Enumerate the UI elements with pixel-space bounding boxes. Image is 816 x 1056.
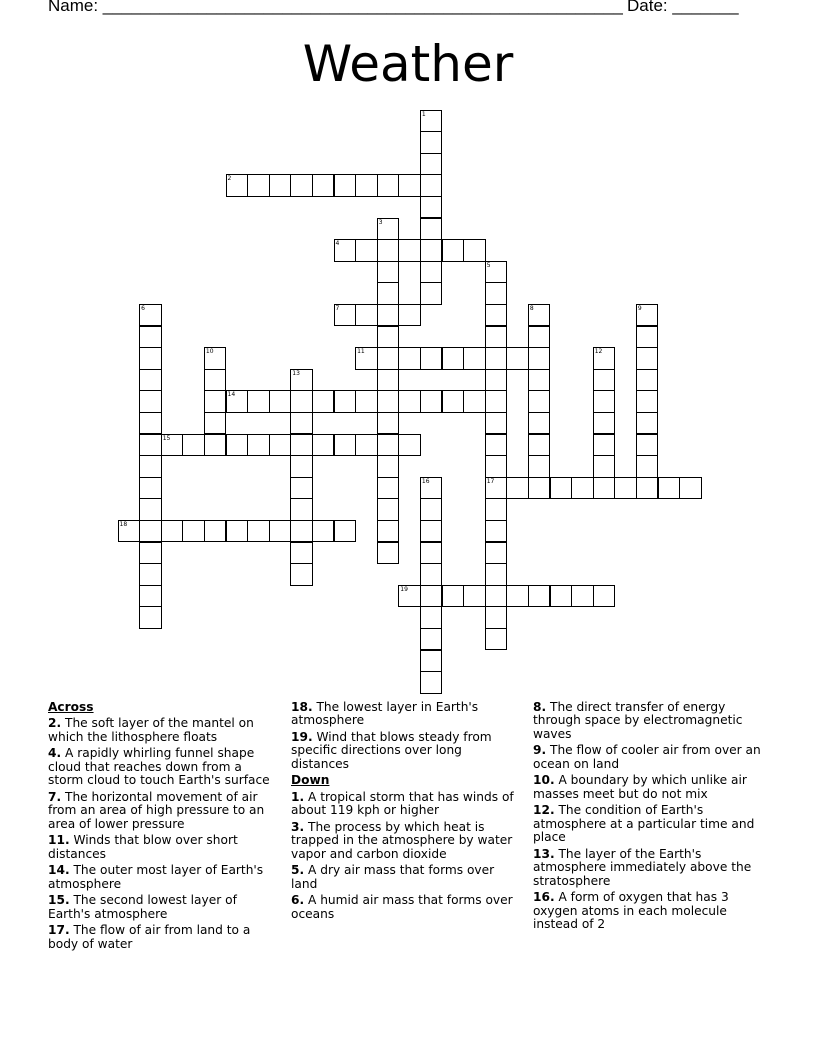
clue-number: 15	[162, 434, 171, 442]
grid-cell[interactable]	[290, 542, 313, 565]
down-clue: 6. A humid air mass that forms over oceans	[291, 893, 513, 921]
grid-cell[interactable]	[204, 369, 227, 392]
grid-cell[interactable]	[118, 520, 141, 543]
grid-cell[interactable]	[290, 369, 313, 392]
grid-cell[interactable]	[355, 390, 378, 413]
across-clue: 17. The flow of air from land to a body of water	[48, 923, 251, 951]
grid-cell[interactable]	[463, 239, 486, 262]
grid-cell[interactable]	[247, 520, 270, 543]
grid-cell[interactable]	[398, 585, 421, 608]
grid-cell[interactable]	[485, 412, 508, 435]
clue-number: 19	[400, 585, 408, 593]
grid-cell[interactable]	[269, 434, 292, 457]
grid-cell[interactable]	[334, 239, 357, 262]
grid-cell[interactable]	[420, 606, 443, 629]
grid-cell[interactable]	[571, 477, 594, 500]
grid-cell[interactable]	[420, 542, 443, 565]
grid-cell[interactable]	[420, 477, 443, 500]
clue-number: 12	[594, 348, 603, 356]
grid-cell[interactable]	[139, 455, 162, 478]
page-title: Weather	[302, 35, 514, 93]
grid-cell[interactable]	[355, 347, 378, 370]
grid-cell[interactable]	[139, 326, 162, 349]
grid-cell[interactable]	[204, 390, 227, 413]
grid-cell[interactable]	[506, 347, 529, 370]
across-clue: 2. The soft layer of the mantel on which the lithosphere floats	[48, 716, 254, 744]
grid-cell[interactable]	[420, 261, 443, 284]
grid-cell[interactable]	[377, 326, 400, 349]
grid-cell[interactable]	[636, 347, 659, 370]
down-heading: Down	[291, 773, 330, 788]
grid-cell[interactable]	[398, 174, 421, 197]
grid-cell[interactable]	[420, 153, 443, 176]
grid-cell[interactable]	[485, 606, 508, 629]
grid-cell[interactable]	[247, 434, 270, 457]
grid-cell[interactable]	[269, 390, 292, 413]
clue-number: 5	[486, 261, 491, 269]
grid-cell[interactable]	[485, 304, 508, 327]
down-clue: 1. A tropical storm that has winds of about 119 kph or higher	[291, 789, 514, 818]
grid-cell[interactable]	[377, 261, 400, 284]
grid-cell[interactable]	[485, 628, 508, 651]
grid-cell[interactable]	[442, 347, 465, 370]
grid-cell[interactable]	[571, 585, 594, 608]
grid-cell[interactable]	[593, 477, 616, 500]
grid-cell[interactable]	[528, 326, 551, 349]
grid-cell[interactable]	[593, 455, 616, 478]
grid-cell[interactable]	[139, 434, 162, 457]
grid-cell[interactable]	[377, 218, 400, 241]
grid-cell[interactable]	[506, 585, 529, 608]
grid-cell[interactable]	[636, 434, 659, 457]
clue-number: 3	[378, 218, 383, 226]
grid-cell[interactable]	[139, 304, 162, 327]
grid-cell[interactable]	[550, 585, 573, 608]
grid-cell[interactable]	[420, 174, 443, 197]
grid-cell[interactable]	[290, 434, 313, 457]
grid-cell[interactable]	[139, 563, 162, 586]
grid-cell[interactable]	[355, 434, 378, 457]
grid-cell[interactable]	[269, 520, 292, 543]
grid-cell[interactable]	[334, 520, 357, 543]
grid-cell[interactable]	[485, 326, 508, 349]
grid-cell[interactable]	[334, 434, 357, 457]
grid-cell[interactable]	[334, 390, 357, 413]
grid-cell[interactable]	[528, 455, 551, 478]
grid-cell[interactable]	[528, 477, 551, 500]
grid-cell[interactable]	[377, 347, 400, 370]
down-clue: 13. The layer of the Earth's atmosphere immediately above the stratosphere	[533, 846, 752, 888]
grid-cell[interactable]	[377, 390, 400, 413]
grid-cell[interactable]	[420, 110, 443, 133]
across-clue: 11. Winds that blow over short distances	[48, 833, 238, 861]
grid-cell[interactable]	[269, 174, 292, 197]
grid-cell[interactable]	[377, 282, 400, 305]
grid-cell[interactable]	[290, 498, 313, 521]
grid-cell[interactable]	[290, 455, 313, 478]
grid-cell[interactable]	[355, 174, 378, 197]
grid-cell[interactable]	[420, 563, 443, 586]
grid-cell[interactable]	[463, 390, 486, 413]
grid-cell[interactable]	[290, 520, 313, 543]
grid-cell[interactable]	[377, 239, 400, 262]
grid-cell[interactable]	[420, 650, 443, 673]
down-clue: 9. The flow of cooler air from over an ocean on land	[533, 743, 761, 771]
grid-cell[interactable]	[420, 196, 443, 219]
clues-column-2	[291, 701, 523, 924]
grid-cell[interactable]	[679, 477, 702, 500]
grid-cell[interactable]	[226, 520, 249, 543]
grid-cell[interactable]	[312, 434, 335, 457]
grid-cell[interactable]	[420, 498, 443, 521]
clue-number: 13	[292, 369, 300, 377]
grid-cell[interactable]	[528, 434, 551, 457]
grid-cell[interactable]	[377, 520, 400, 543]
grid-cell[interactable]	[528, 585, 551, 608]
down-clue: 12. The condition of Earth's atmosphere at a particular time and place	[533, 803, 755, 845]
grid-cell[interactable]	[290, 412, 313, 435]
grid-cell[interactable]	[420, 239, 443, 262]
grid-cell[interactable]	[226, 174, 249, 197]
grid-cell[interactable]	[290, 477, 313, 500]
grid-cell[interactable]	[139, 390, 162, 413]
grid-cell[interactable]	[226, 390, 249, 413]
grid-cell[interactable]	[636, 477, 659, 500]
clues-column-3	[533, 701, 769, 935]
grid-cell[interactable]	[226, 434, 249, 457]
grid-cell[interactable]	[398, 347, 421, 370]
grid-cell[interactable]	[442, 585, 465, 608]
clue-number: 8	[529, 304, 534, 312]
grid-cell[interactable]	[204, 434, 227, 457]
grid-cell[interactable]	[485, 261, 508, 284]
grid-cell[interactable]	[139, 347, 162, 370]
grid-cell[interactable]	[355, 304, 378, 327]
grid-cell[interactable]	[420, 671, 443, 694]
grid-cell[interactable]	[420, 628, 443, 651]
grid-cell[interactable]	[139, 606, 162, 629]
grid-cell[interactable]	[377, 412, 400, 435]
down-clue: 5. A dry air mass that forms over land	[291, 863, 495, 891]
clue-number: 9	[637, 304, 642, 312]
down-clue: 10. A boundary by which unlike air masses meet but do not mix	[533, 773, 747, 801]
grid-cell[interactable]	[377, 455, 400, 478]
down-clue: 16. A form of oxygen that has 3 oxygen atoms in each molecule instead of 2	[533, 890, 729, 932]
clue-number: 11	[357, 348, 365, 356]
grid-cell[interactable]	[312, 174, 335, 197]
grid-cell[interactable]	[161, 520, 184, 543]
grid-cell[interactable]	[658, 477, 681, 500]
clues-column-1	[48, 701, 278, 954]
clue-number: 1	[421, 110, 426, 118]
grid-cell[interactable]	[312, 390, 335, 413]
grid-cell[interactable]	[204, 347, 227, 370]
across-heading: Across	[48, 700, 94, 714]
grid-cell[interactable]	[485, 498, 508, 521]
across-clue: 7. The horizontal movement of air from an area of high pressure to an area of lower pressure	[48, 789, 265, 831]
grid-cell[interactable]	[485, 369, 508, 392]
grid-cell[interactable]	[636, 369, 659, 392]
grid-cell[interactable]	[247, 174, 270, 197]
grid-cell[interactable]	[398, 390, 421, 413]
grid-cell[interactable]	[463, 585, 486, 608]
grid-cell[interactable]	[485, 477, 508, 500]
grid-cell[interactable]	[442, 239, 465, 262]
grid-cell[interactable]	[636, 326, 659, 349]
clue-number: 4	[335, 240, 340, 248]
clue-number: 2	[227, 175, 232, 183]
grid-cell[interactable]	[139, 412, 162, 435]
grid-cell[interactable]	[290, 563, 313, 586]
grid-cell[interactable]	[485, 347, 508, 370]
grid-cell[interactable]	[377, 498, 400, 521]
grid-cell[interactable]	[593, 369, 616, 392]
grid-cell[interactable]	[420, 390, 443, 413]
clue-number: 6	[141, 304, 145, 312]
grid-cell[interactable]	[377, 434, 400, 457]
grid-cell[interactable]	[485, 390, 508, 413]
grid-cell[interactable]	[290, 174, 313, 197]
grid-cell[interactable]	[420, 520, 443, 543]
grid-cell[interactable]	[528, 390, 551, 413]
grid-cell[interactable]	[139, 585, 162, 608]
grid-cell[interactable]	[182, 520, 205, 543]
across-clue: 19. Wind that blows steady from specific directions over long distances	[291, 730, 492, 771]
across-clue: 18. The lowest layer in Earth's atmosphere	[291, 700, 479, 728]
grid-cell[interactable]	[593, 412, 616, 435]
grid-cell[interactable]	[398, 304, 421, 327]
grid-cell[interactable]	[334, 304, 357, 327]
grid-cell[interactable]	[139, 498, 162, 521]
grid-cell[interactable]	[593, 585, 616, 608]
grid-cell[interactable]	[485, 585, 508, 608]
grid-cell[interactable]	[377, 477, 400, 500]
grid-cell[interactable]	[139, 477, 162, 500]
grid-cell[interactable]	[204, 520, 227, 543]
grid-cell[interactable]	[161, 434, 184, 457]
grid-cell[interactable]	[139, 369, 162, 392]
clue-number: 16	[421, 477, 430, 485]
clue-number: 14	[227, 391, 236, 399]
grid-cell[interactable]	[463, 347, 486, 370]
clue-number: 7	[335, 304, 340, 312]
grid-cell[interactable]	[290, 390, 313, 413]
grid-cell[interactable]	[420, 131, 443, 154]
across-clue: 14. The outer most layer of Earth's atmosphere	[48, 863, 264, 891]
clue-number: 10	[205, 348, 214, 356]
grid-cell[interactable]	[636, 390, 659, 413]
grid-cell[interactable]	[528, 304, 551, 327]
grid-cell[interactable]	[485, 520, 508, 543]
grid-cell[interactable]	[485, 455, 508, 478]
grid-cell[interactable]	[334, 174, 357, 197]
grid-cell[interactable]	[398, 434, 421, 457]
clue-number: 17	[486, 477, 495, 485]
grid-cell[interactable]	[485, 542, 508, 565]
down-clue: 3. The process by which heat is trapped in the atmosphere by water vapor and carbon dioxide	[291, 819, 513, 861]
grid-cell[interactable]	[528, 347, 551, 370]
grid-cell[interactable]	[398, 239, 421, 262]
grid-cell[interactable]	[528, 369, 551, 392]
across-clue: 4. A rapidly whirling funnel shape cloud that reaches down from a storm cloud to touch Earth's surface	[48, 746, 270, 788]
grid-cell[interactable]	[420, 585, 443, 608]
grid-cell[interactable]	[593, 390, 616, 413]
grid-cell[interactable]	[442, 390, 465, 413]
grid-cell[interactable]	[550, 477, 573, 500]
grid-cell[interactable]	[485, 434, 508, 457]
grid-cell[interactable]	[204, 412, 227, 435]
across-clue: 15. The second lowest layer of Earth's atmosphere	[48, 893, 237, 921]
grid-cell[interactable]	[355, 239, 378, 262]
grid-cell[interactable]	[506, 477, 529, 500]
grid-cell[interactable]	[377, 304, 400, 327]
grid-cell[interactable]	[377, 174, 400, 197]
grid-cell[interactable]	[377, 369, 400, 392]
grid-cell[interactable]	[636, 304, 659, 327]
grid-cell[interactable]	[182, 434, 205, 457]
grid-cell[interactable]	[420, 347, 443, 370]
date-field[interactable]: Date: _______	[627, 0, 739, 15]
grid-cell[interactable]	[593, 434, 616, 457]
grid-cell[interactable]	[485, 563, 508, 586]
grid-cell[interactable]	[485, 282, 508, 305]
clue-number: 18	[119, 520, 128, 528]
grid-cell[interactable]	[614, 477, 637, 500]
name-field[interactable]: Name: _______________________________________________________	[48, 0, 623, 15]
grid-cell[interactable]	[636, 412, 659, 435]
down-clue: 8. The direct transfer of energy through space by electromagnetic waves	[533, 700, 743, 741]
grid-cell[interactable]	[593, 347, 616, 370]
grid-cell[interactable]	[377, 542, 400, 565]
grid-cell[interactable]	[312, 520, 335, 543]
grid-cell[interactable]	[420, 218, 443, 241]
grid-cell[interactable]	[247, 390, 270, 413]
grid-cell[interactable]	[139, 520, 162, 543]
grid-cell[interactable]	[139, 542, 162, 565]
grid-cell[interactable]	[528, 412, 551, 435]
grid-cell[interactable]	[636, 455, 659, 478]
grid-cell[interactable]	[420, 282, 443, 305]
